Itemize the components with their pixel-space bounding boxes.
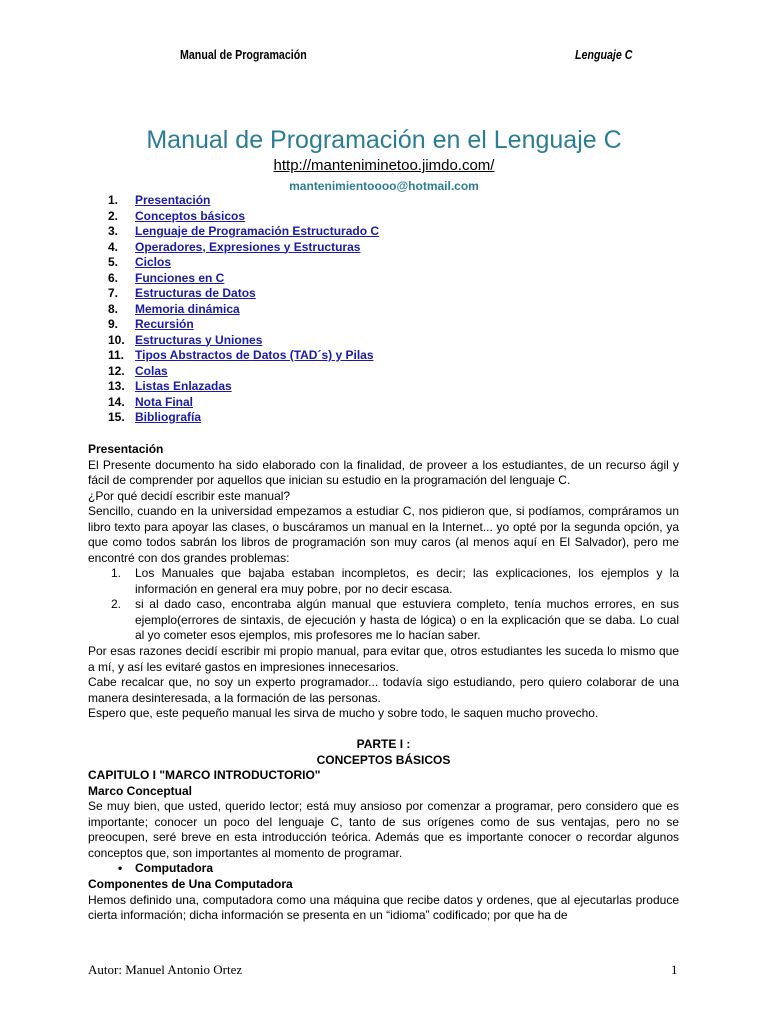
toc-item: 15. Bibliografía bbox=[108, 410, 202, 424]
paragraph: Se muy bien, que usted, querido lector; está muy ansioso por comenzar a programar, pero considero que es importante; conocer un poco del lenguaje C, tanto de sus orígenes como de sus ventajas, pero no se preocupen, seré breve en esta introducción teórica. Además que es importante conocer o recordar algunos conceptos que, son importantes al momento de programar. bbox=[88, 799, 679, 860]
toc-link-recursion[interactable]: Recursión bbox=[135, 317, 194, 331]
paragraph: Cabe recalcar que, no soy un experto programador... todavía sigo estudiando, pero quiero colaborar de una manera desinteresada, a la formación de las personas. bbox=[88, 675, 679, 705]
part-subtitle: CONCEPTOS BÁSICOS bbox=[316, 752, 451, 767]
toc-item: 9. Recursión bbox=[108, 317, 194, 331]
list-item: 2. si al dado caso, encontraba algún manual que estuviera completo, tenía muchos errores, en sus ejemplo(errores de sintaxis, de ejecución y hasta de lógica) o en la explicación que se daba. Lo cual al yo cometer esos ejemplos, mis profesores me lo hacían saber. bbox=[111, 597, 679, 642]
presentation-heading: Presentación bbox=[88, 442, 164, 456]
toc-item: 10. Estructuras y Uniones bbox=[108, 332, 263, 347]
header-right: Lenguaje C bbox=[575, 47, 633, 62]
toc-link-tads-pilas[interactable]: Tipos Abstractos de Datos (TAD´s) y Pilas bbox=[135, 348, 374, 362]
toc-link-memoria-dinamica[interactable]: Memoria dinámica bbox=[135, 301, 240, 316]
toc-link-nota-final[interactable]: Nota Final bbox=[135, 394, 194, 409]
bullet-icon: • bbox=[118, 861, 123, 875]
website-link[interactable]: http://manteniminetoo.jimdo.com/ bbox=[273, 157, 495, 174]
table-of-contents bbox=[108, 193, 379, 426]
components-section bbox=[88, 877, 679, 924]
paragraph: Por esas razones decidí escribir mi propio manual, para evitar que, otros estudiantes les suceda lo mismo que a mí, y así les evitaré gastos en impresiones innecesarios. bbox=[88, 644, 679, 674]
toc-link-ciclos[interactable]: Ciclos bbox=[135, 255, 172, 269]
footer-author: Autor: Manuel Antonio Ortez bbox=[88, 962, 243, 977]
subsection-title: Componentes de Una Computadora bbox=[88, 877, 293, 891]
toc-link-operadores[interactable]: Operadores, Expresiones y Estructuras bbox=[135, 239, 361, 254]
paragraph: Hemos definido una, computadora como una máquina que recibe datos y ordenes, que al ejecutarlas produce cierta información; dicha información se presenta en un “idioma” codificado; por que ha de bbox=[88, 892, 679, 922]
chapter-title: CAPITULO I "MARCO INTRODUCTORIO" bbox=[88, 768, 321, 782]
chapter-section bbox=[88, 768, 679, 861]
toc-link-estructuras-uniones[interactable]: Estructuras y Uniones bbox=[135, 332, 263, 347]
paragraph: El Presente documento ha sido elaborado con la finalidad, de proveer a los estudiantes, de un recurso ágil y fácil de comprender por aquellos que inician su estudio en la programación del lenguaje C. bbox=[88, 457, 679, 487]
toc-link-bibliografia[interactable]: Bibliografía bbox=[135, 410, 202, 424]
toc-item: 1. Presentación bbox=[108, 193, 211, 207]
paragraph: Espero que, este pequeño manual les sirva de mucho y sobre todo, le saquen mucho provecho. bbox=[88, 706, 599, 720]
toc-link-listas-enlazadas[interactable]: Listas Enlazadas bbox=[135, 379, 232, 393]
toc-link-conceptos-basicos[interactable]: Conceptos básicos bbox=[135, 208, 246, 223]
toc-item: 6. Funciones en C bbox=[108, 270, 225, 285]
contact-email: mantenimientoooo@hotmail.com bbox=[289, 179, 479, 193]
problems-list bbox=[108, 566, 679, 644]
document-title: Manual de Programación en el Lenguaje C bbox=[146, 126, 622, 154]
bullet-item: • Computadora bbox=[118, 861, 213, 875]
toc-link-lenguaje-estructurado[interactable]: Lenguaje de Programación Estructurado C bbox=[135, 224, 380, 238]
toc-link-funciones[interactable]: Funciones en C bbox=[135, 270, 225, 285]
section-title: Marco Conceptual bbox=[88, 783, 193, 798]
part-title: PARTE I : bbox=[356, 737, 411, 751]
toc-item: 5. Ciclos bbox=[108, 255, 172, 269]
toc-item: 14. Nota Final bbox=[108, 394, 194, 409]
closing-paragraphs bbox=[88, 644, 679, 722]
url-line bbox=[0, 157, 768, 174]
toc-item: 2. Conceptos básicos bbox=[108, 208, 246, 223]
toc-item: 11. Tipos Abstractos de Datos (TAD´s) y Pilas bbox=[108, 348, 374, 362]
toc-item: 12. Colas bbox=[108, 363, 168, 378]
presentation-section bbox=[88, 442, 679, 566]
toc-item: 7. Estructuras de Datos bbox=[108, 286, 256, 300]
toc-link-presentacion[interactable]: Presentación bbox=[135, 193, 211, 207]
header-left: Manual de Programación bbox=[180, 47, 307, 62]
toc-item: 8. Memoria dinámica bbox=[108, 301, 240, 316]
paragraph: Sencillo, cuando en la universidad empezamos a estudiar C, nos pidieron que, si podíamos, compráramos un libro texto para apoyar las clases, o buscáramos un manual en la Internet... yo opté por la segunda opción, ya que como todos sabrán los libros de programación son muy caros (al menos aquí en El Salvador), pero me encontré con dos grandes problemas: bbox=[88, 504, 679, 565]
paragraph: ¿Por qué decidí escribir este manual? bbox=[88, 488, 291, 503]
list-item: 1. Los Manuales que bajaba estaban incompletos, es decir; las explicaciones, los ejemplos y la información en general era muy pobre, por no decir escasa. bbox=[111, 566, 679, 596]
toc-link-colas[interactable]: Colas bbox=[135, 363, 168, 378]
toc-item: 13. Listas Enlazadas bbox=[108, 379, 232, 393]
toc-item: 3. Lenguaje de Programación Estructurado C bbox=[108, 224, 380, 238]
part-heading bbox=[88, 737, 679, 768]
toc-item: 4. Operadores, Expresiones y Estructuras bbox=[108, 239, 361, 254]
page-number: 1 bbox=[671, 962, 678, 977]
toc-link-estructuras-datos[interactable]: Estructuras de Datos bbox=[135, 286, 256, 300]
